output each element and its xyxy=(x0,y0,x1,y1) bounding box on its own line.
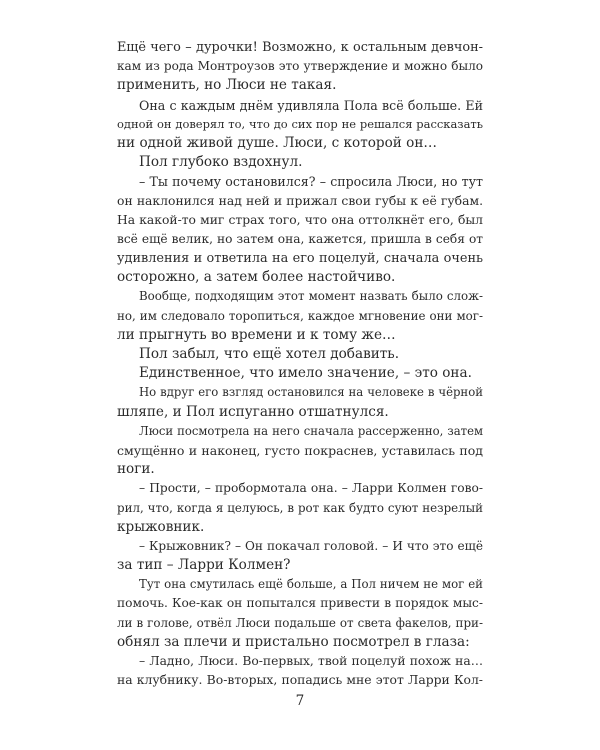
text-line: ли прыгнуть во времени и к тому же… xyxy=(117,326,396,343)
text-line: помочь. Кое-как он попытался привести в порядок мыс- xyxy=(117,596,483,611)
text-line: Тут она смутилась ещё больше, а Пол ничем не мог ей xyxy=(139,577,483,592)
text-line: удивления и ответила на его поцелуй, сначала очень xyxy=(117,251,483,267)
text-line: На какой-то миг страх того, что она оттолкнёт его, был xyxy=(117,212,483,227)
text-line: ноги. xyxy=(117,461,155,478)
text-line: шляпе, и Пол испуганно отшатнулся. xyxy=(117,403,389,420)
text-line: Пол глубоко вздохнул. xyxy=(139,154,303,171)
text-line: всё ещё велик, но затем она, кажется, пришла в себя от xyxy=(117,231,483,246)
text-line: – Прости, – пробормотала она. – Ларри Колмен гово- xyxy=(139,481,483,496)
text-line: Вообще, подходящим этот момент назвать было слож- xyxy=(139,289,483,304)
text-line: но, им следовало торопиться, каждое мгновение они мог- xyxy=(117,308,483,323)
text-line: Но вдруг его взгляд остановился на человеке в чёрной xyxy=(139,385,483,400)
text-line: Она с каждым днём удивляла Пола всё больше. Ей xyxy=(139,97,483,113)
text-line: на клубнику. Во-вторых, попадись мне этот Ларри Кол- xyxy=(117,673,483,688)
text-line: за тип – Ларри Колмен? xyxy=(117,557,291,574)
text-line: Ещё чего – дурочки! Возможно, к остальным девчон- xyxy=(117,40,483,55)
text-line: обнял за плечи и пристально посмотрел в глаза: xyxy=(117,633,470,650)
text-line: – Ладно, Люси. Во-первых, твой поцелуй похож на… xyxy=(139,654,483,668)
text-line: Люси посмотрела на него сначала рассерженно, затем xyxy=(139,423,483,438)
text-line: Единственное, что имело значение, – это она. xyxy=(139,365,472,382)
body-text xyxy=(117,38,483,690)
text-line: одной он доверял то, что до сих пор не решался рассказать xyxy=(117,116,483,131)
text-line: ли в голове, отвёл Люси подальше от света факелов, при- xyxy=(117,615,483,630)
text-line: применить, но Люси не такая. xyxy=(117,77,337,94)
text-line: осторожно, а затем более настойчиво. xyxy=(117,269,396,286)
text-line: смущённо и наконец, густо покраснев, уставилась под xyxy=(117,442,483,458)
text-line: ни одной живой душе. Люси, с которой он… xyxy=(117,134,438,151)
text-line: – Ты почему остановился? – спросила Люси, но тут xyxy=(139,174,483,190)
text-line: рил, что, когда я целуюсь, в рот как будто суют незрелый xyxy=(117,500,483,515)
text-line: кам из рода Монтроузов это утверждение и можно было xyxy=(117,59,483,74)
text-line: – Крыжовник? – Он покачал головой. – И что это ещё xyxy=(139,538,483,553)
text-line: Пол забыл, что ещё хотел добавить. xyxy=(139,346,400,362)
text-line: крыжовник. xyxy=(117,518,205,535)
page-number: 7 xyxy=(295,693,305,709)
text-line: он наклонился над ней и прижал свои губы к её губам. xyxy=(117,193,483,208)
